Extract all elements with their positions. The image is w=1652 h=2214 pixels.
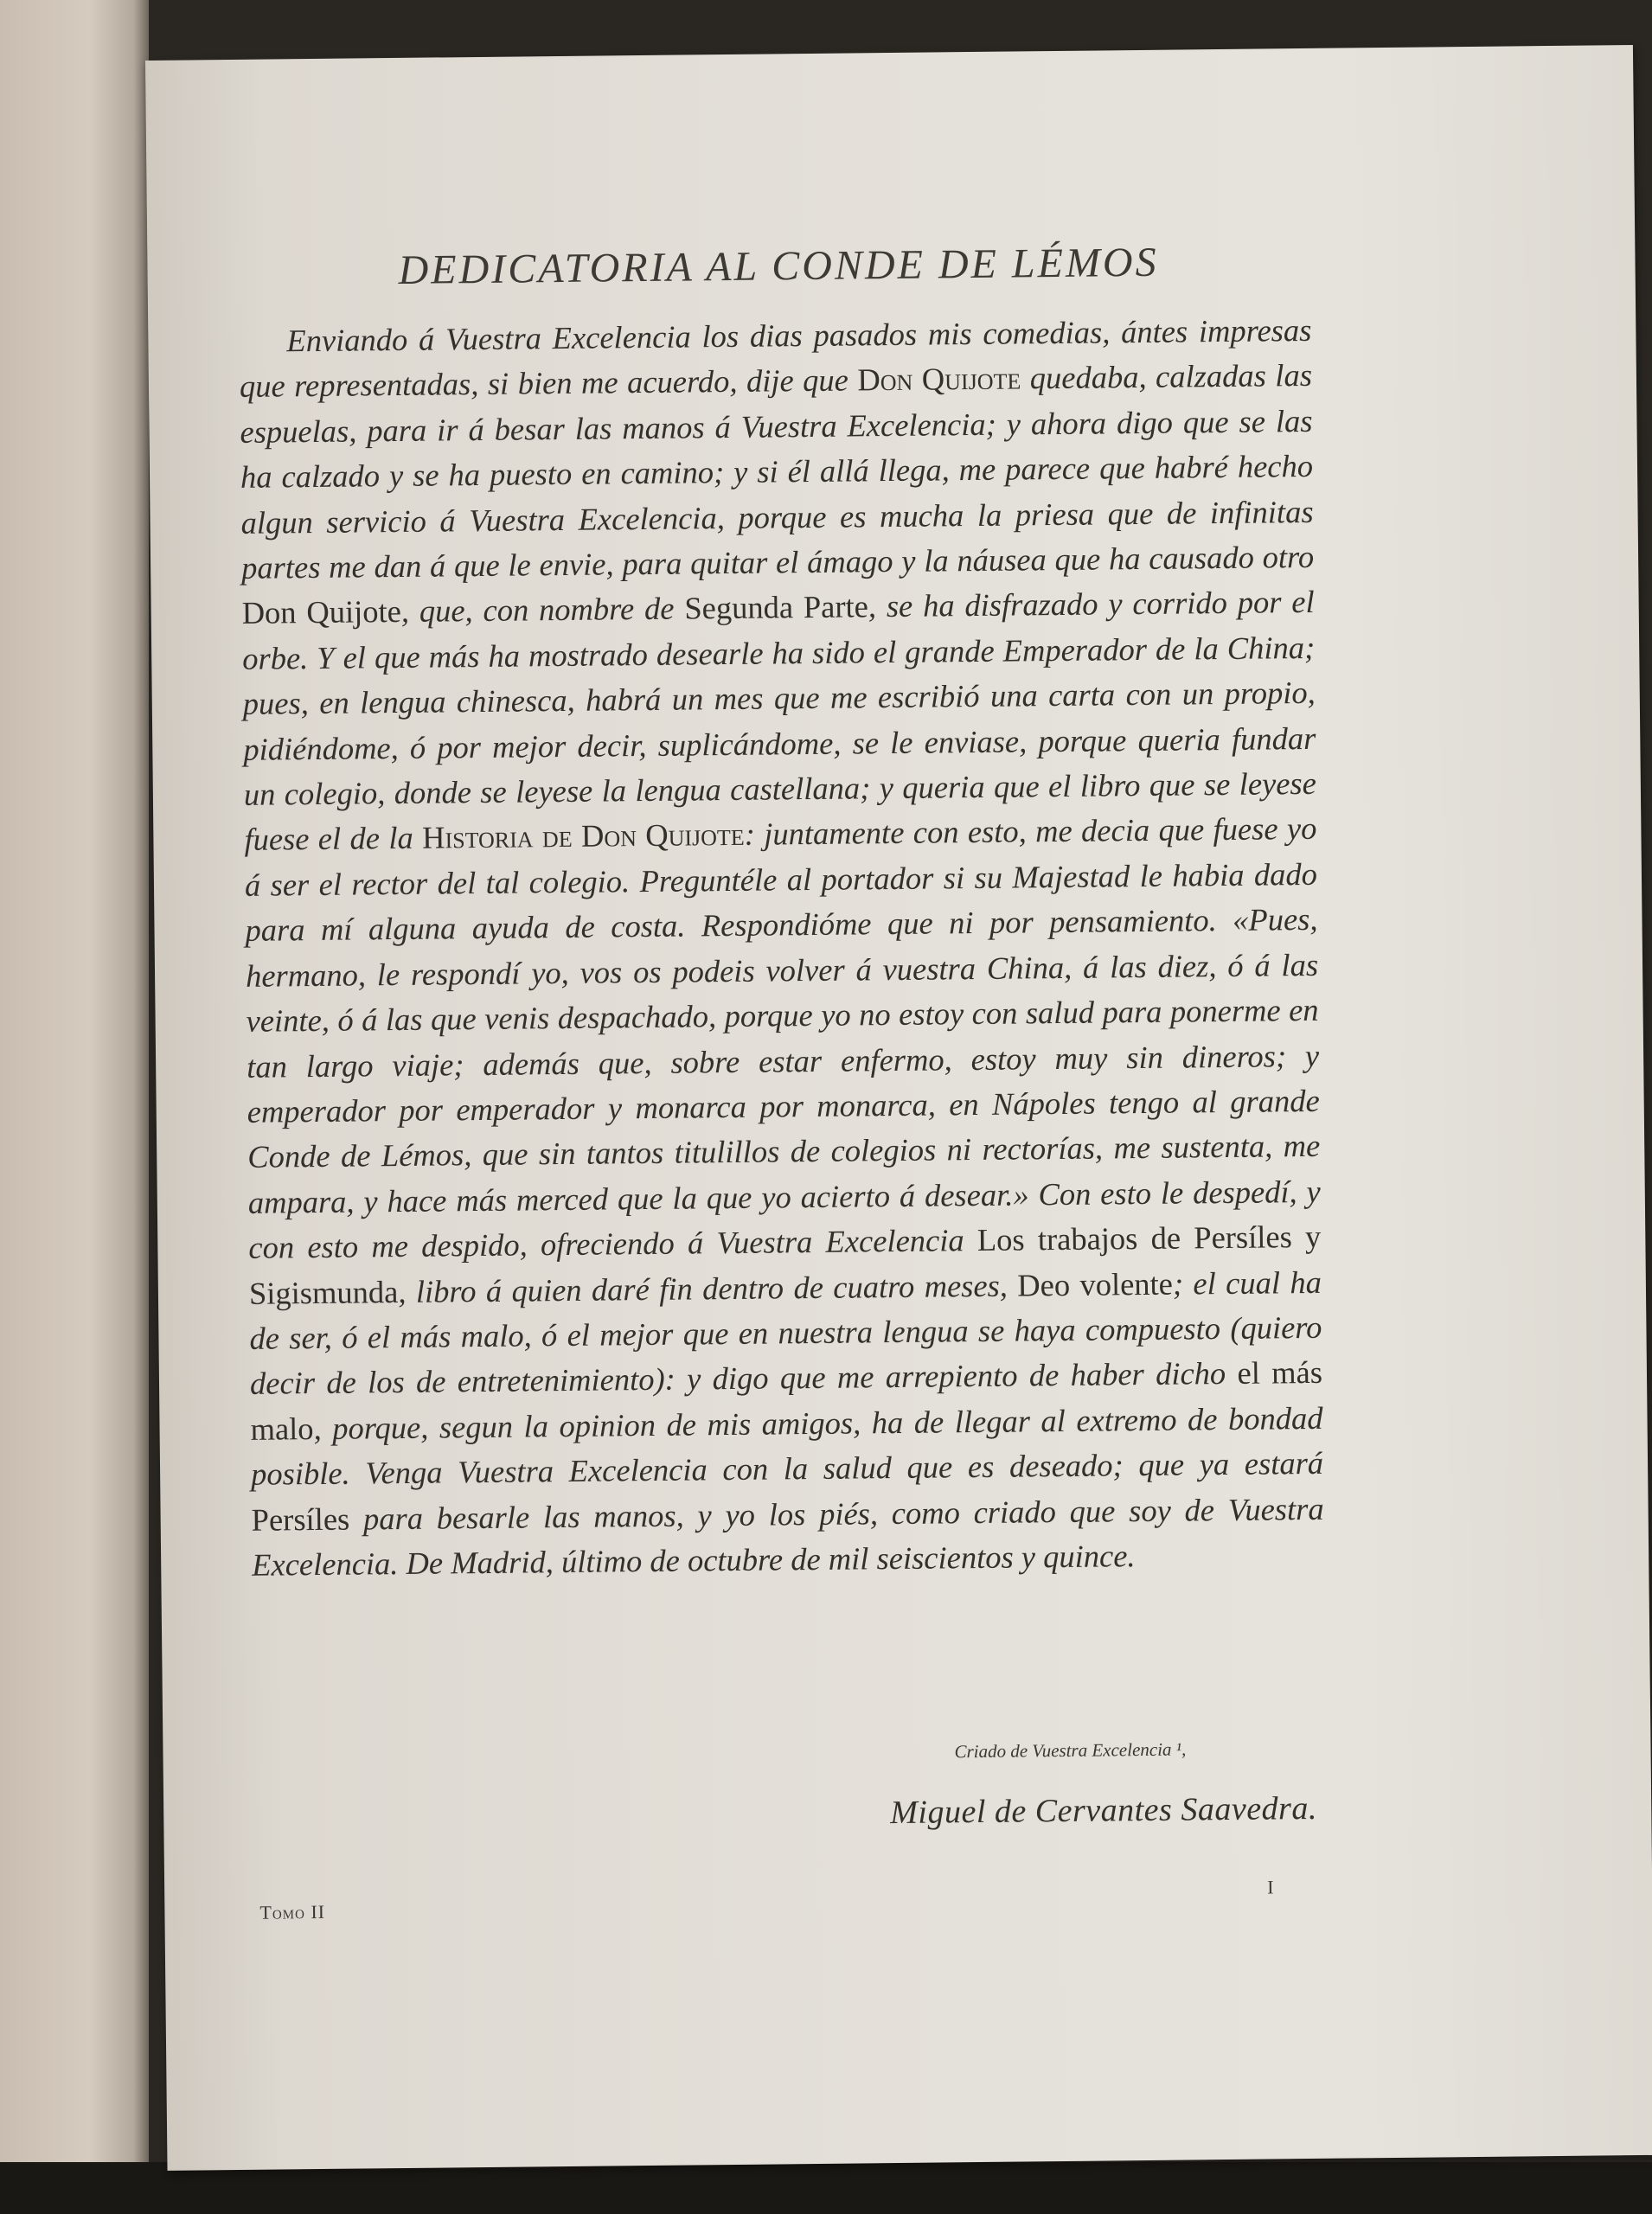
- text-run: , que, con nombre de: [400, 590, 685, 630]
- facing-page-edge: [0, 0, 149, 2214]
- book-page: [145, 45, 1652, 2171]
- text-run: , porque, segun la opinion de mis amigos, ha de llegar al extremo de bondad posible. Venga Vuestra Excelencia con la salud que es deseado; que ya estará: [250, 1399, 1324, 1492]
- quoted-phrase: el más malo: [250, 1354, 1323, 1447]
- book-name-persiles: Persíles: [251, 1501, 350, 1538]
- text-run: para besarle las manos, y yo los piés, como criado que soy de Vuestra Excelencia. De Madrid, último de octubre de mil seiscientos y quince.: [252, 1490, 1324, 1583]
- book-title-segunda-parte: Segunda Parte: [684, 588, 869, 626]
- page-title: DEDICATORIA AL CONDE DE LÉMOS: [398, 239, 1159, 293]
- dedication-text: [239, 308, 1324, 1588]
- printer-signature-mark: I: [1267, 1876, 1274, 1898]
- text-run: ; el cual ha de ser, ó el más malo, ó el mejor que en nuestra lengua se haya compuesto (quiero decir de los de entretenimiento): y digo que me arrepiento de haber dicho: [249, 1264, 1322, 1402]
- text-run: Enviando á Vuestra Excelencia los dias pasados mis comedias, ántes impresas que representadas, si bien me acuerdo, dije que: [239, 311, 1312, 405]
- book-title-persiles: Los trabajos de Persíles y Sigismunda: [248, 1218, 1322, 1311]
- volume-label: Tomo II: [259, 1900, 326, 1923]
- text-run: , se ha disfrazado y corrido por el orbe. Y el que más ha mostrado desearle ha sido el grande Emperador de la China; pues, en lengua chinesca, habrá un mes que me escribió una carta con un propio, pidiéndome, ó por mejor decir, suplicándome, se le enviase, porque queria fundar un colegio, donde se leyese la lengua castellana; y queria que el libro que se leyese fuese el de la: [242, 584, 1317, 858]
- text-run: , libro á quien daré fin dentro de cuatro meses,: [398, 1267, 1018, 1309]
- book-title-don-quijote-apocryphal: Don Quijote: [241, 593, 402, 631]
- text-run: : juntamente con esto, me decia que fuese yo á ser el rector del tal colegio. Preguntéle al portador si su Majestad le habia dado para mí alguna ayuda de costa. Respondióme que ni por pensamiento. «Pues, hermano, le respondí yo, vos os podeis volver á vuestra China, á las diez, ó á las veinte, ó á las que venis despachado, porque yo no estoy con salud para ponerme en tan largo viaje; además que, sobre estar enfermo, estoy muy sin dineros; y emperador por emperador y monarca por monarca, en Nápoles tengo al grande Conde de Lémos, que sin tantos titulillos de colegios ni rectorías, me sustenta, me ampara, y hace más merced que la que yo acierto á desear.» Con esto le despedí, y con esto me despido, ofreciendo á Vuestra Excelencia: [244, 810, 1321, 1265]
- latin-phrase: Deo volente: [1017, 1265, 1174, 1303]
- author-signature: Miguel de Cervantes Saavedra.: [890, 1789, 1318, 1832]
- text-run: quedaba, calzadas las espuelas, para ir á besar las manos á Vuestra Excelencia; y ahora digo que se las ha calzado y se ha puesto en camino; y si él allá llega, me parece que habré hecho algun servicio á Vuestra Excelencia, porque es mucha la priesa que de infinitas partes me dan á que le envie, para quitar el ámago y la náusea que ha causado otro: [240, 357, 1315, 585]
- background-shadow: [0, 2162, 1652, 2214]
- book-title-don-quijote: Don Quijote: [857, 360, 1021, 398]
- book-title-historia: Historia de Don Quijote: [421, 816, 745, 856]
- closing-line: Criado de Vuestra Excelencia ¹,: [954, 1738, 1187, 1763]
